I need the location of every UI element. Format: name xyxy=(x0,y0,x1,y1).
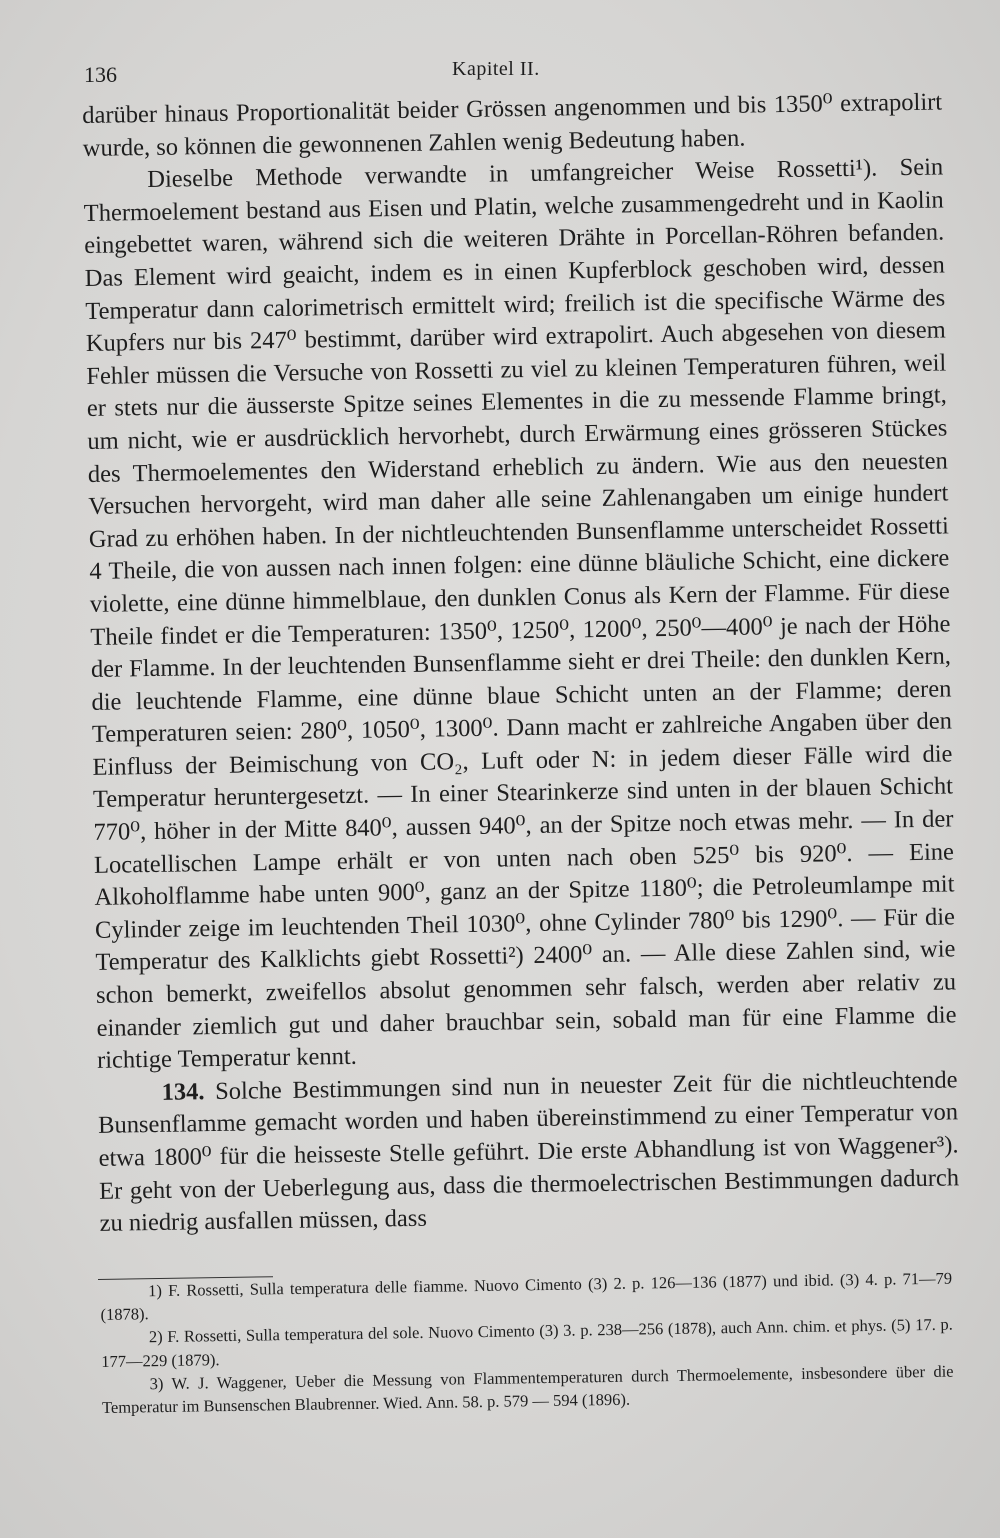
footnote-1: 1) F. Rossetti, Sulla temperatura delle fiamme. Nuovo Cimento (3) 2. p. 126—136 (1877) und ibid. (3) 4. p. 71—79 (1878). xyxy=(100,1268,953,1325)
page-number: 136 xyxy=(84,62,117,87)
paragraph-134 xyxy=(97,1064,959,1240)
paragraph-continuation: darüber hinaus Proportionalität beider Grössen angenommen und bis 1350⁰ extrapolirt wurde, so können die gewonnenen Zahlen wenig Bedeutung haben. xyxy=(82,88,943,162)
footnote-2: 2) F. Rossetti, Sulla temperatura del sole. Nuovo Cimento (3) 3. p. 238—256 (1878), auch Ann. chim. et phys. (5) 17. p. 177—229 (1879). xyxy=(101,1315,953,1371)
section-number: 134. xyxy=(161,1078,205,1106)
footnotes xyxy=(100,1267,954,1420)
main-text xyxy=(82,86,960,1240)
page-header xyxy=(84,58,914,92)
paragraph-134-text: Solche Bestimmungen sind nun in neuester Zeit für die nichtleuchtende Bunsenflamme gemacht worden und haben übereinstimmend zu einer Temperatur von etwa 1800⁰ für die heisseste Stelle geführt. Die erste Abhandlung ist von Waggener³). Er geht von der Ueberlegung aus, dass die thermoelectrischen Bestimmungen dadurch zu niedrig ausfallen müssen, dass xyxy=(97,1066,960,1238)
paragraph-rossetti: Dieselbe Methode verwandte in umfangreicher Weise Rossetti¹). Sein Thermoelement bestand aus Eisen und Platin, welche zusammengedreht und in Kaolin eingebettet waren, während sich die weiteren Drähte in Porcellan-Röhren befanden. Das Element wird geaicht, indem es in einen Kupferblock geschoben wird, dessen Temperatur dann calorimetrisch ermittelt wird; freilich ist die specifische Wärme des Kupfers nur bis 247⁰ bestimmt, darüber wird extrapolirt. Auch abgesehen von diesem Fehler müssen die Versuche von Rossetti zu viel zu kleinen Temperaturen führen, weil er stets nur die äusserste Spitze seines Elementes in die zu messende Flamme bringt, um nicht, wie er ausdrücklich hervorhebt, durch Erwärmung eines grösseren Stückes des Thermoelementes den Widerstand erheblich zu ändern. Wie aus den neuesten Versuchen hervorgeht, wird man daher alle seine Zahlenangaben um einige hundert Grad zu erhöhen haben. In der nichtleuchtenden Bunsenflamme unterscheidet Rossetti 4 Theile, die von aussen nach innen folgen: eine dünne bläuliche Schicht, eine dickere violette, eine dünne himmelblaue, den dunklen Conus als Kern der Flamme. Für diese Theile findet er die Temperaturen: 1350⁰, 1250⁰, 1200⁰, 250⁰—400⁰ je nach der Höhe der Flamme. In der leuchtenden Bunsenflamme sieht er drei Theile: den dunklen Kern, die leuchtende Flamme, eine dünne blaue Schicht unten an der Flamme; deren Temperaturen seien: 280⁰, 1050⁰, 1300⁰. Dann macht er zahlreiche Angaben über den Einfluss der Beimischung von CO₂, Luft oder N: in jedem dieser Fälle wird die Temperatur heruntergesetzt. — In einer Stearinkerze sind unten in der blauen Schicht 770⁰, höher in der Mitte 840⁰, aussen 940⁰, an der Spitze noch etwas mehr. — In der Locatellischen Lampe erhält er von unten nach oben 525⁰ bis 920⁰. — Eine Alkoholflamme habe unten 900⁰, ganz an der Spitze 1180⁰; die Petroleumlampe mit Cylinder zeige im leuchtenden Theil 1030⁰, ohne Cylinder 780⁰ bis 1290⁰. — Für die Temperatur des Kalklichts giebt Rossetti²) 2400⁰ an. — Alle diese Zahlen sind, wie schon bemerkt, zweifellos absolut genommen sehr falsch, werden aber relativ zu einander ziemlich gut und daher brauchbar sein, sobald man für eine Flamme die richtige Temperatur kennt. xyxy=(83,153,957,1075)
running-head: Kapitel II. xyxy=(452,58,540,80)
footnote-3: 3) W. J. Waggener, Ueber die Messung von Flammentemperaturen durch Thermoelemente, insbesondere über die Temperatur im Bunsenschen Blaubrenner. Wied. Ann. 58. p. 579 — 594 (1896). xyxy=(101,1361,954,1417)
